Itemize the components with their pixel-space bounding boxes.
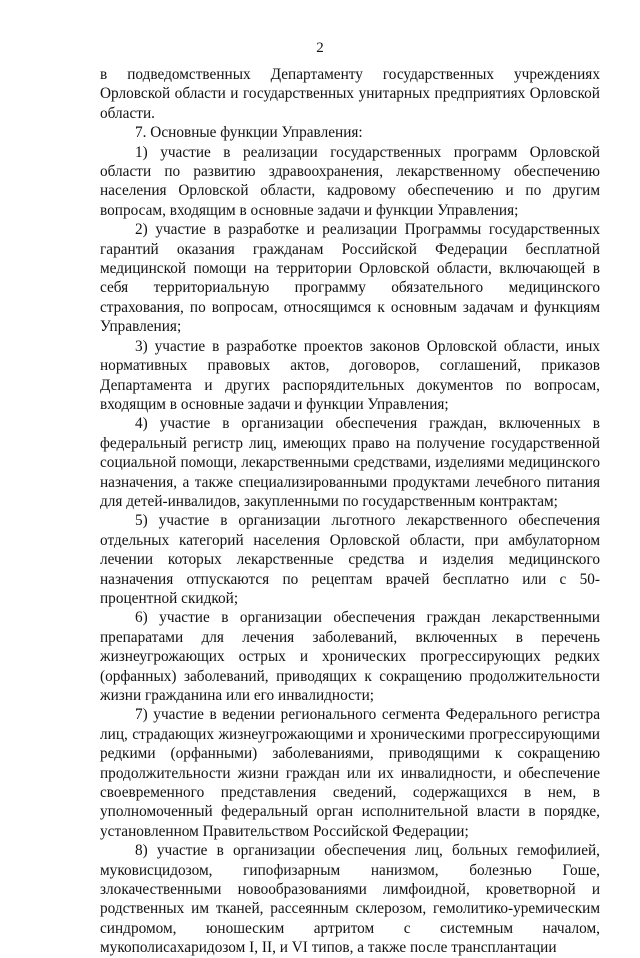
list-item-2: 2) участие в разработке и реализации Программы государственных гарантий оказания гражданам Российской Федерации бесплатной медицинской помощи на территории Орловской области, включающей в себя территориальную программу обязательного медицинского страхования, по вопросам, относящимся к основным задачам и функциям Управления;: [100, 221, 600, 336]
list-item-1: 1) участие в реализации государственных программ Орловской области по развитию здравоохранения, лекарственному обеспечению населения Орловской области, кадровому обеспечению и по другим вопросам, входящим в основные задачи и функции Управления;: [100, 143, 600, 219]
section-heading-7: 7. Основные функции Управления:: [135, 124, 363, 142]
list-item-7: 7) участие в ведении регионального сегмента Федерального регистра лиц, страдающих жизнеугрожающими и хроническими прогрессирующими редкими (орфанными) заболеваниями, приводящими к сокращению продолжительности жизни граждан или их инвалидности, и обеспечение своевременного представления сведений, содержащихся в нем, в уполномоченный федеральный орган исполнительной власти в порядке, установленном Правительством Российской Федерации;: [100, 706, 600, 840]
list-item-6: 6) участие в организации обеспечения граждан лекарственными препаратами для лечения заболеваний, включенных в перечень жизнеугрожающих острых и хронических прогрессирующих редких (орфанных) заболеваний, приводящих к сокращению продолжительности жизни гражданина или его инвалидности;: [100, 609, 600, 704]
page-number: 2: [316, 40, 324, 56]
paragraph-continuation: в подведомственных Департаменту государственных учреждениях Орловской области и государственных унитарных предприятиях Орловской области.: [100, 66, 600, 122]
list-item-8: 8) участие в организации обеспечения лиц, больных гемофилией, муковисцидозом, гипофизарным нанизмом, болезнью Гоше, злокачественными новообразованиями лимфоидной, кроветворной и родственных им тканей, рассеянным склерозом, гемолитико-уремическим синдромом, юношеским артритом с системным началом, мукополисахаридозом I, II, и VI типов, а также после трансплантации: [100, 842, 600, 957]
document-body: [100, 65, 600, 958]
list-item-4: 4) участие в организации обеспечения граждан, включенных в федеральный регистр лиц, имеющих право на получение государственной социальной помощи, лекарственными средствами, изделиями медицинского назначения, а также специализированными продуктами лечебного питания для детей-инвалидов, закупленными по государственным контрактам;: [100, 415, 600, 510]
list-item-3: 3) участие в разработке проектов законов Орловской области, иных нормативных правовых актов, договоров, соглашений, приказов Департамента и других распорядительных документов по вопросам, входящим в основные задачи и функции Управления;: [100, 337, 600, 413]
list-item-5: 5) участие в организации льготного лекарственного обеспечения отдельных категорий населения Орловской области, при амбулаторном лечении которых лекарственные средства и изделия медицинского назначения отпускаются по рецептам врачей бесплатно или с 50-процентной скидкой;: [100, 512, 600, 607]
